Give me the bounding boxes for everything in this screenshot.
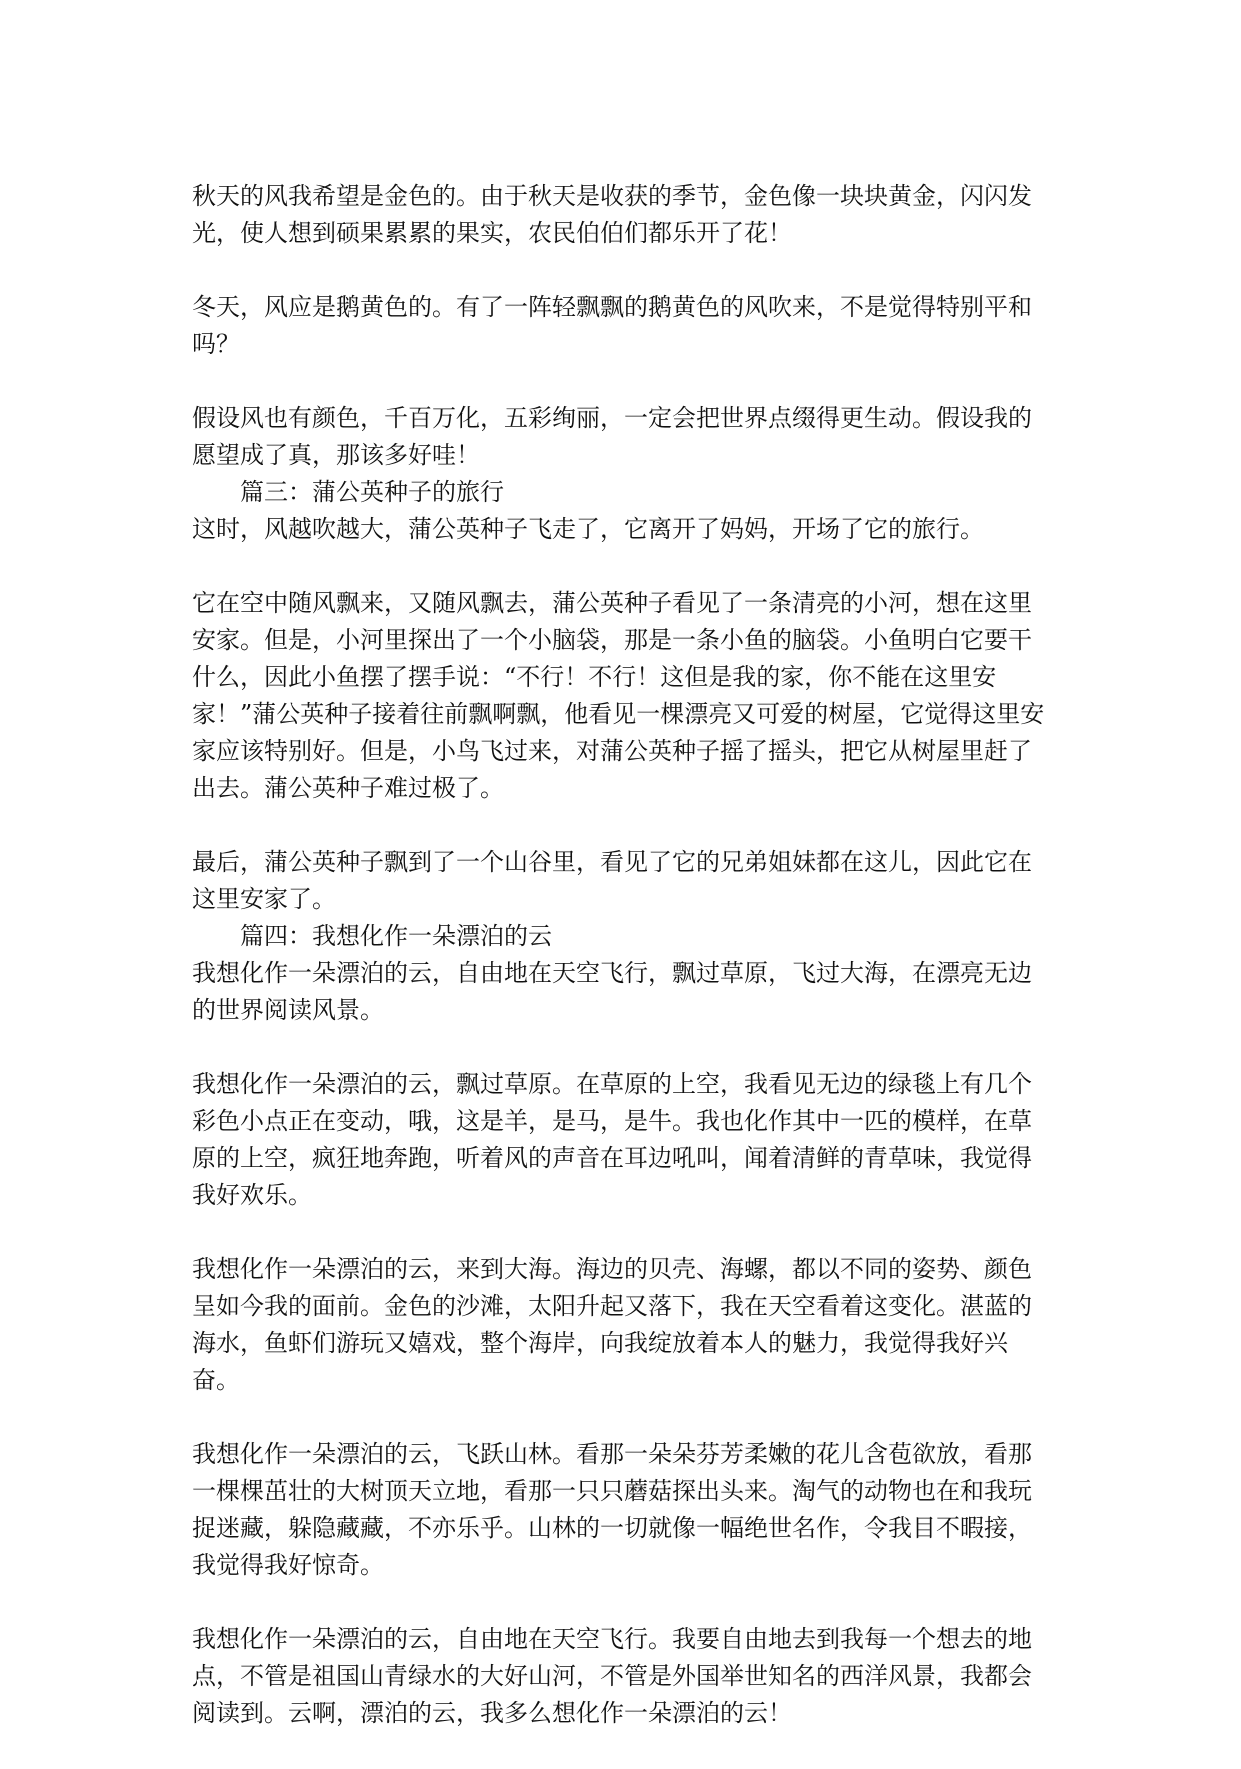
paragraph-cloud-ending: 我想化作一朵漂泊的云，自由地在天空飞行。我要自由地去到我每一个想去的地点，不管是祖国山青绿水的大好山河，不管是外国举世知名的西洋风景，我都会阅读到。云啊，漂泊的云，我多么想化作一朵漂泊的云！	[192, 1625, 1032, 1727]
section-heading-cloud: 篇四：我想化作一朵漂泊的云	[240, 922, 552, 950]
paragraph-cloud-grassland: 我想化作一朵漂泊的云，飘过草原。在草原的上空，我看见无边的绿毯上有几个彩色小点正在变动，哦，这是羊，是马，是牛。我也化作其中一匹的模样，在草原的上空，疯狂地奔跑，听着风的声音在耳边吼叫，闻着清鲜的青草味，我觉得我好欢乐。	[192, 1070, 1032, 1209]
paragraph-dandelion-start: 这时，风越吹越大，蒲公英种子飞走了，它离开了妈妈，开场了它的旅行。	[192, 515, 984, 543]
paragraph-cloud-intro: 我想化作一朵漂泊的云，自由地在天空飞行，飘过草原，飞过大海，在漂亮无边的世界阅读风景。	[192, 959, 1032, 1024]
paragraph-cloud-forest: 我想化作一朵漂泊的云，飞跃山林。看那一朵朵芬芳柔嫩的花儿含苞欲放，看那一棵棵茁壮的大树顶天立地，看那一只只蘑菇探出头来。淘气的动物也在和我玩捉迷藏，躲隐藏藏，不亦乐乎。山林的一切就像一幅绝世名作，令我目不暇接，我觉得我好惊奇。	[192, 1440, 1032, 1579]
paragraph-dandelion-end: 最后，蒲公英种子飘到了一个山谷里，看见了它的兄弟姐妹都在这儿，因此它在这里安家了。	[192, 848, 1032, 913]
document-page	[192, 178, 1054, 1769]
paragraph-dandelion-journey: 它在空中随风飘来，又随风飘去，蒲公英种子看见了一条清亮的小河，想在这里安家。但是，小河里探出了一个小脑袋，那是一条小鱼的脑袋。小鱼明白它要干什么，因此小鱼摆了摆手说：“不行！不行！这但是我的家，你不能在这里安家！”蒲公英种子接着往前飘啊飘，他看见一棵漂亮又可爱的树屋，它觉得这里安家应该特别好。但是，小鸟飞过来，对蒲公英种子摇了摇头，把它从树屋里赶了出去。蒲公英种子难过极了。	[192, 589, 1045, 802]
paragraph-wind-colors: 假设风也有颜色，千百万化，五彩绚丽，一定会把世界点缀得更生动。假设我的愿望成了真，那该多好哇！	[192, 404, 1032, 469]
section-heading-dandelion: 篇三：蒲公英种子的旅行	[240, 478, 504, 506]
paragraph-winter-wind: 冬天，风应是鹅黄色的。有了一阵轻飘飘的鹅黄色的风吹来，不是觉得特别平和吗？	[192, 293, 1032, 358]
paragraph-autumn-wind: 秋天的风我希望是金色的。由于秋天是收获的季节，金色像一块块黄金，闪闪发光，使人想到硕果累累的果实，农民伯伯们都乐开了花！	[192, 182, 1032, 247]
paragraph-cloud-sea: 我想化作一朵漂泊的云，来到大海。海边的贝壳、海螺，都以不同的姿势、颜色呈如今我的面前。金色的沙滩，太阳升起又落下，我在天空看着这变化。湛蓝的海水，鱼虾们游玩又嬉戏，整个海岸，向我绽放着本人的魅力，我觉得我好兴奋。	[192, 1255, 1032, 1394]
